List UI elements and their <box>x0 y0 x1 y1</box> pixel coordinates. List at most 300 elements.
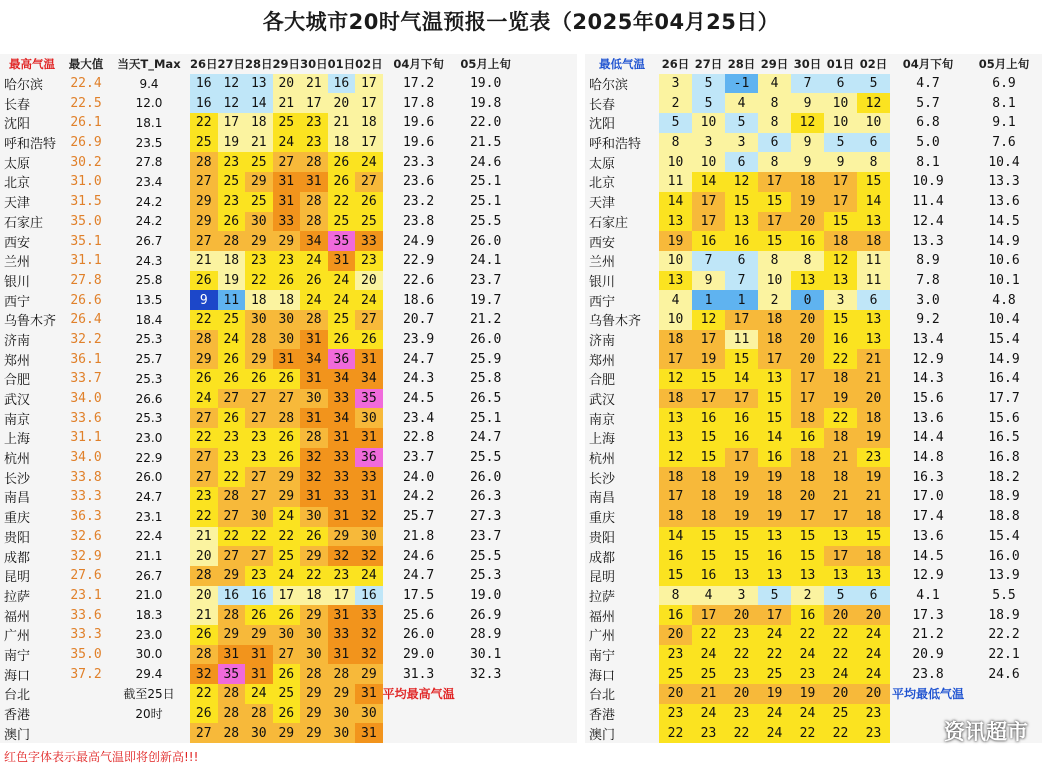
forecast-cell: 19 <box>692 349 725 369</box>
forecast-cell: 29 <box>190 192 218 212</box>
forecast-cell: 28 <box>218 684 246 704</box>
table-row <box>585 113 1042 133</box>
forecast-cell: 33 <box>273 212 301 232</box>
forecast-cell: 29 <box>300 546 328 566</box>
forecast-cell: 26 <box>218 349 246 369</box>
forecast-cell: 26 <box>190 704 218 724</box>
forecast-cell: 25 <box>328 310 356 330</box>
early-may-avg: 15.4 <box>988 331 1020 347</box>
late-april-avg: 17.8 <box>402 95 435 111</box>
city-name: 台北 <box>4 688 31 704</box>
late-april-avg: 23.8 <box>912 666 944 682</box>
forecast-cell: 31 <box>245 664 273 684</box>
table-row <box>585 231 1042 251</box>
today-max: 23.4 <box>135 174 163 189</box>
forecast-cell: 20 <box>659 684 692 704</box>
today-max: 23.5 <box>135 135 163 150</box>
forecast-cell: 22 <box>190 684 218 704</box>
forecast-cell: 23 <box>725 625 758 645</box>
forecast-cell: 23 <box>725 704 758 724</box>
table-row <box>585 212 1042 232</box>
forecast-cell: 21 <box>300 74 328 94</box>
forecast-cell: 26 <box>273 605 301 625</box>
today-max: 25.3 <box>135 371 163 386</box>
forecast-cell: 24 <box>273 507 301 527</box>
forecast-cell: 25 <box>273 684 301 704</box>
forecast-cell: 22 <box>791 723 824 743</box>
forecast-cell: 26 <box>300 527 328 547</box>
forecast-cell: 15 <box>857 172 890 192</box>
table-row <box>585 527 1042 547</box>
min-table-header <box>585 54 1042 74</box>
forecast-cell: 22 <box>824 349 857 369</box>
max-value: 33.6 <box>70 607 102 623</box>
forecast-cell: 17 <box>218 113 246 133</box>
max-temperature-panel <box>0 54 577 743</box>
forecast-cell: 26 <box>218 369 246 389</box>
early-may-avg: 25.1 <box>469 194 502 210</box>
forecast-cell: 14 <box>659 192 692 212</box>
forecast-cell: 18 <box>824 467 857 487</box>
early-may-avg: 24.1 <box>469 253 502 269</box>
forecast-cell: 5 <box>692 93 725 113</box>
forecast-cell: 21 <box>857 487 890 507</box>
forecast-cell: 14 <box>692 172 725 192</box>
forecast-cell: 8 <box>758 113 791 133</box>
forecast-cell: 17 <box>791 389 824 409</box>
forecast-cell: 25 <box>692 664 725 684</box>
forecast-cell: 25 <box>190 133 218 153</box>
max-value: 32.9 <box>70 548 102 564</box>
forecast-cell: 26 <box>328 152 356 172</box>
forecast-cell: 31 <box>300 330 328 350</box>
forecast-cell: 20 <box>328 93 356 113</box>
early-may-avg: 17.7 <box>988 391 1020 407</box>
max-value: 27.6 <box>70 568 102 584</box>
forecast-cell: 22 <box>758 645 791 665</box>
late-april-avg: 4.7 <box>916 76 940 92</box>
late-april-avg: 12.4 <box>912 213 944 229</box>
late-april-avg: 14.3 <box>912 371 944 387</box>
table-row <box>0 605 517 625</box>
forecast-cell: 13 <box>791 271 824 291</box>
forecast-cell: 22 <box>725 723 758 743</box>
today-max: 18.1 <box>135 115 163 130</box>
late-april-avg: 29.0 <box>402 646 435 662</box>
forecast-cell: 31 <box>300 408 328 428</box>
forecast-cell: 26 <box>245 369 273 389</box>
city-name: 郑州 <box>589 353 616 369</box>
column-header: 28日 <box>245 56 273 71</box>
forecast-cell: 13 <box>824 566 857 586</box>
forecast-cell: 5 <box>824 133 857 153</box>
table-row <box>0 133 517 153</box>
forecast-cell: 28 <box>218 723 246 743</box>
forecast-cell: 17 <box>791 507 824 527</box>
late-april-avg: 31.3 <box>402 666 435 682</box>
city-name: 南京 <box>4 412 31 428</box>
column-header: 05月上旬 <box>978 56 1030 71</box>
forecast-cell: 18 <box>245 290 273 310</box>
forecast-cell: 30 <box>273 330 301 350</box>
forecast-cell: 29 <box>300 723 328 743</box>
forecast-cell: 29 <box>300 704 328 724</box>
forecast-cell: 21 <box>328 113 356 133</box>
forecast-cell: 24 <box>758 704 791 724</box>
forecast-cell: 25 <box>273 546 301 566</box>
city-name: 兰州 <box>589 255 616 271</box>
table-row <box>585 408 1042 428</box>
forecast-cell: 10 <box>659 152 692 172</box>
forecast-cell: 24 <box>245 684 273 704</box>
forecast-cell: 31 <box>355 349 383 369</box>
column-header: 02日 <box>355 56 383 71</box>
forecast-cell: 22 <box>328 192 356 212</box>
forecast-cell: 15 <box>659 566 692 586</box>
table-row <box>585 133 1042 153</box>
late-april-avg: 10.9 <box>912 174 944 190</box>
forecast-cell: 30 <box>300 507 328 527</box>
forecast-cell: 23 <box>659 704 692 724</box>
city-name: 南京 <box>589 412 616 428</box>
forecast-cell: 15 <box>692 428 725 448</box>
max-value: 32.2 <box>70 331 102 347</box>
table-row <box>0 428 517 448</box>
forecast-cell: 9 <box>190 290 218 310</box>
today-max: 21.1 <box>135 549 163 564</box>
table-row <box>585 389 1042 409</box>
forecast-cell: 23 <box>300 113 328 133</box>
table-row <box>585 330 1042 350</box>
forecast-cell: 17 <box>692 330 725 350</box>
forecast-cell: 20 <box>273 74 301 94</box>
forecast-cell: 23 <box>245 428 273 448</box>
late-april-avg: 12.9 <box>912 351 944 367</box>
forecast-cell: 17 <box>758 212 791 232</box>
forecast-cell: 18 <box>857 408 890 428</box>
late-april-avg: 21.2 <box>912 627 944 643</box>
forecast-cell: 28 <box>190 330 218 350</box>
city-name: 拉萨 <box>4 589 31 605</box>
city-name: 银川 <box>4 274 31 290</box>
early-may-avg: 16.5 <box>988 430 1020 446</box>
forecast-cell: 9 <box>692 271 725 291</box>
forecast-cell: 23 <box>218 152 246 172</box>
today-max: 24.2 <box>135 214 163 229</box>
forecast-cell: 29 <box>218 625 246 645</box>
today-max <box>108 723 190 743</box>
table-row <box>585 664 1042 684</box>
forecast-cell: 31 <box>355 428 383 448</box>
forecast-cell: 16 <box>725 428 758 448</box>
column-header: 26日 <box>661 56 690 71</box>
late-april-avg: 13.6 <box>912 410 944 426</box>
early-may-avg: 26.5 <box>469 391 502 407</box>
forecast-cell: 8 <box>758 251 791 271</box>
city-name: 拉萨 <box>589 589 616 605</box>
early-may-avg: 14.9 <box>988 233 1020 249</box>
late-april-avg: 20.9 <box>912 646 944 662</box>
forecast-cell: 21 <box>190 527 218 547</box>
forecast-cell: 7 <box>791 74 824 94</box>
today-max: 9.4 <box>139 76 159 91</box>
early-may-avg: 26.0 <box>469 233 502 249</box>
forecast-cell: 33 <box>355 605 383 625</box>
table-row <box>0 290 517 310</box>
forecast-cell: 17 <box>725 448 758 468</box>
table-row <box>0 152 517 172</box>
forecast-cell: 26 <box>190 271 218 291</box>
column-header: 26日 <box>190 56 218 71</box>
forecast-cell: 31 <box>273 172 301 192</box>
forecast-cell: 23 <box>857 704 890 724</box>
forecast-cell: 8 <box>758 93 791 113</box>
max-value: 32.6 <box>70 528 102 544</box>
table-row <box>0 113 517 133</box>
forecast-cell: 26 <box>273 704 301 724</box>
max-value <box>64 684 108 704</box>
table-row <box>585 546 1042 566</box>
forecast-cell: 23 <box>692 723 725 743</box>
forecast-cell: 4 <box>725 93 758 113</box>
city-name: 济南 <box>4 333 31 349</box>
forecast-cell: 16 <box>355 586 383 606</box>
early-may-avg: 5.5 <box>992 587 1016 603</box>
forecast-cell: 22 <box>692 625 725 645</box>
forecast-cell: 30 <box>273 625 301 645</box>
city-name: 太原 <box>589 156 616 172</box>
forecast-cell: 5 <box>725 113 758 133</box>
max-value: 35.1 <box>70 233 102 249</box>
city-name: 沈阳 <box>4 117 31 133</box>
forecast-cell: 12 <box>218 93 246 113</box>
forecast-cell: 22 <box>824 408 857 428</box>
forecast-cell: 13 <box>659 428 692 448</box>
forecast-cell: 15 <box>692 448 725 468</box>
forecast-cell: 30 <box>300 645 328 665</box>
forecast-cell: 1 <box>692 290 725 310</box>
forecast-cell: 13 <box>857 310 890 330</box>
late-april-avg: 22.6 <box>402 272 435 288</box>
table-row <box>585 152 1042 172</box>
early-may-avg: 19.8 <box>469 95 502 111</box>
forecast-cell: 22 <box>273 527 301 547</box>
forecast-cell: 18 <box>791 448 824 468</box>
forecast-cell: 17 <box>725 310 758 330</box>
forecast-cell: 17 <box>824 507 857 527</box>
forecast-cell: 30 <box>328 723 356 743</box>
forecast-cell: 31 <box>273 349 301 369</box>
forecast-cell: 20 <box>659 625 692 645</box>
early-may-avg: 21.5 <box>469 135 502 151</box>
forecast-cell: 11 <box>218 290 246 310</box>
forecast-cell: 16 <box>328 74 356 94</box>
early-may-avg: 19.7 <box>469 292 502 308</box>
forecast-cell: 4 <box>758 74 791 94</box>
forecast-cell: 34 <box>355 369 383 389</box>
today-max: 24.7 <box>135 489 163 504</box>
forecast-cell: 29 <box>245 231 273 251</box>
early-may-avg: 13.9 <box>988 568 1020 584</box>
city-name: 澳门 <box>4 727 31 743</box>
city-name: 杭州 <box>589 452 616 468</box>
early-may-avg <box>966 684 1042 704</box>
column-header: 30日 <box>793 56 822 71</box>
forecast-cell: 16 <box>245 586 273 606</box>
max-value: 26.1 <box>70 115 102 131</box>
forecast-cell: 3 <box>725 133 758 153</box>
min-table-body <box>585 74 1042 743</box>
forecast-cell: 22 <box>725 645 758 665</box>
forecast-cell: 18 <box>659 507 692 527</box>
late-april-avg: 5.0 <box>916 135 940 151</box>
forecast-cell: 13 <box>758 566 791 586</box>
forecast-cell: 23 <box>190 487 218 507</box>
early-may-avg: 28.9 <box>469 627 502 643</box>
forecast-cell: 16 <box>190 74 218 94</box>
forecast-cell: 27 <box>273 389 301 409</box>
city-name: 成都 <box>4 550 31 566</box>
max-table-header <box>0 54 517 74</box>
city-name: 杭州 <box>4 452 31 468</box>
forecast-cell: 31 <box>300 172 328 192</box>
forecast-cell: 19 <box>758 684 791 704</box>
today-max: 22.4 <box>135 529 163 544</box>
forecast-cell: 19 <box>857 428 890 448</box>
forecast-cell: 22 <box>190 310 218 330</box>
late-april-avg: 25.7 <box>402 509 435 525</box>
forecast-cell: 26 <box>273 428 301 448</box>
column-header: 最低气温 <box>599 56 645 71</box>
forecast-cell: 18 <box>328 133 356 153</box>
city-name: 昆明 <box>589 570 616 586</box>
city-name: 乌鲁木齐 <box>589 314 642 330</box>
max-value: 34.0 <box>70 391 102 407</box>
forecast-cell: 13 <box>659 408 692 428</box>
forecast-cell: 1 <box>725 290 758 310</box>
early-may-avg: 7.6 <box>992 135 1016 151</box>
forecast-cell: 13 <box>857 212 890 232</box>
forecast-cell: 21 <box>190 605 218 625</box>
forecast-cell: 9 <box>791 93 824 113</box>
forecast-cell: 21 <box>824 448 857 468</box>
forecast-cell: 17 <box>791 369 824 389</box>
forecast-cell: 26 <box>273 271 301 291</box>
table-row <box>585 684 1042 704</box>
forecast-cell: 32 <box>300 467 328 487</box>
forecast-cell: 24 <box>300 251 328 271</box>
forecast-cell: 10 <box>692 113 725 133</box>
column-header: 04月下旬 <box>393 56 444 71</box>
city-name: 海口 <box>589 668 616 684</box>
late-april-avg: 11.4 <box>912 194 944 210</box>
forecast-cell: 16 <box>725 408 758 428</box>
forecast-cell: 14 <box>725 369 758 389</box>
city-name: 武汉 <box>589 393 616 409</box>
forecast-cell: 6 <box>857 586 890 606</box>
forecast-cell: 16 <box>659 605 692 625</box>
table-row <box>0 546 517 566</box>
forecast-cell: 10 <box>857 113 890 133</box>
forecast-cell: 21 <box>692 684 725 704</box>
forecast-cell: 18 <box>692 507 725 527</box>
forecast-cell: 20 <box>355 271 383 291</box>
forecast-cell: 24 <box>692 645 725 665</box>
min-temperature-table <box>585 54 1042 743</box>
forecast-cell: 26 <box>300 271 328 291</box>
forecast-cell: 13 <box>725 566 758 586</box>
max-value: 33.8 <box>70 469 102 485</box>
forecast-cell: 18 <box>659 467 692 487</box>
late-april-avg: 8.1 <box>916 154 940 170</box>
forecast-cell: 15 <box>725 192 758 212</box>
early-may-avg: 15.4 <box>988 528 1020 544</box>
early-may-avg: 14.5 <box>988 213 1020 229</box>
forecast-cell: 25 <box>245 152 273 172</box>
city-name: 武汉 <box>4 393 31 409</box>
footer-note: 红色字体表示最高气温即将创新高!!! <box>4 750 199 764</box>
late-april-avg: 24.7 <box>402 568 435 584</box>
max-value: 26.4 <box>70 312 102 328</box>
today-max: 26.7 <box>135 234 163 249</box>
late-april-avg: 24.9 <box>402 233 435 249</box>
forecast-cell: 10 <box>824 93 857 113</box>
forecast-cell: 23 <box>245 251 273 271</box>
forecast-cell: 18 <box>857 231 890 251</box>
table-row <box>585 586 1042 606</box>
forecast-cell: 17 <box>824 172 857 192</box>
forecast-cell: 31 <box>273 192 301 212</box>
forecast-cell: 28 <box>190 566 218 586</box>
today-max: 21.0 <box>135 588 163 603</box>
forecast-cell: 33 <box>328 625 356 645</box>
page-title: 各大城市20时气温预报一览表（2025年04月25日） <box>262 10 780 34</box>
city-name: 乌鲁木齐 <box>4 314 57 330</box>
forecast-cell: 13 <box>824 527 857 547</box>
forecast-cell: 14 <box>245 93 273 113</box>
late-april-avg: 23.6 <box>402 174 435 190</box>
forecast-cell: 19 <box>758 467 791 487</box>
forecast-cell: 7 <box>725 271 758 291</box>
forecast-cell: 25 <box>218 310 246 330</box>
forecast-cell: 15 <box>824 310 857 330</box>
forecast-cell: 20 <box>791 212 824 232</box>
table-row <box>585 271 1042 291</box>
forecast-cell: 16 <box>791 428 824 448</box>
forecast-cell: 26 <box>355 330 383 350</box>
max-value: 33.3 <box>70 489 102 505</box>
table-row <box>585 93 1042 113</box>
forecast-cell: 18 <box>355 113 383 133</box>
late-april-avg: 22.9 <box>402 253 435 269</box>
forecast-cell: 27 <box>190 467 218 487</box>
forecast-cell: 18 <box>659 389 692 409</box>
forecast-cell: 24 <box>190 389 218 409</box>
column-header: 01日 <box>327 56 356 71</box>
forecast-cell: 32 <box>355 507 383 527</box>
max-temperature-table <box>0 54 517 743</box>
table-row <box>585 369 1042 389</box>
forecast-cell: 29 <box>273 723 301 743</box>
forecast-cell: 15 <box>758 192 791 212</box>
forecast-cell: 14 <box>659 527 692 547</box>
early-may-avg: 18.9 <box>988 607 1020 623</box>
today-max: 29.4 <box>135 667 163 682</box>
forecast-cell: 23 <box>328 566 356 586</box>
table-row <box>585 349 1042 369</box>
early-may-avg: 14.9 <box>988 351 1020 367</box>
early-may-avg: 13.6 <box>988 194 1020 210</box>
